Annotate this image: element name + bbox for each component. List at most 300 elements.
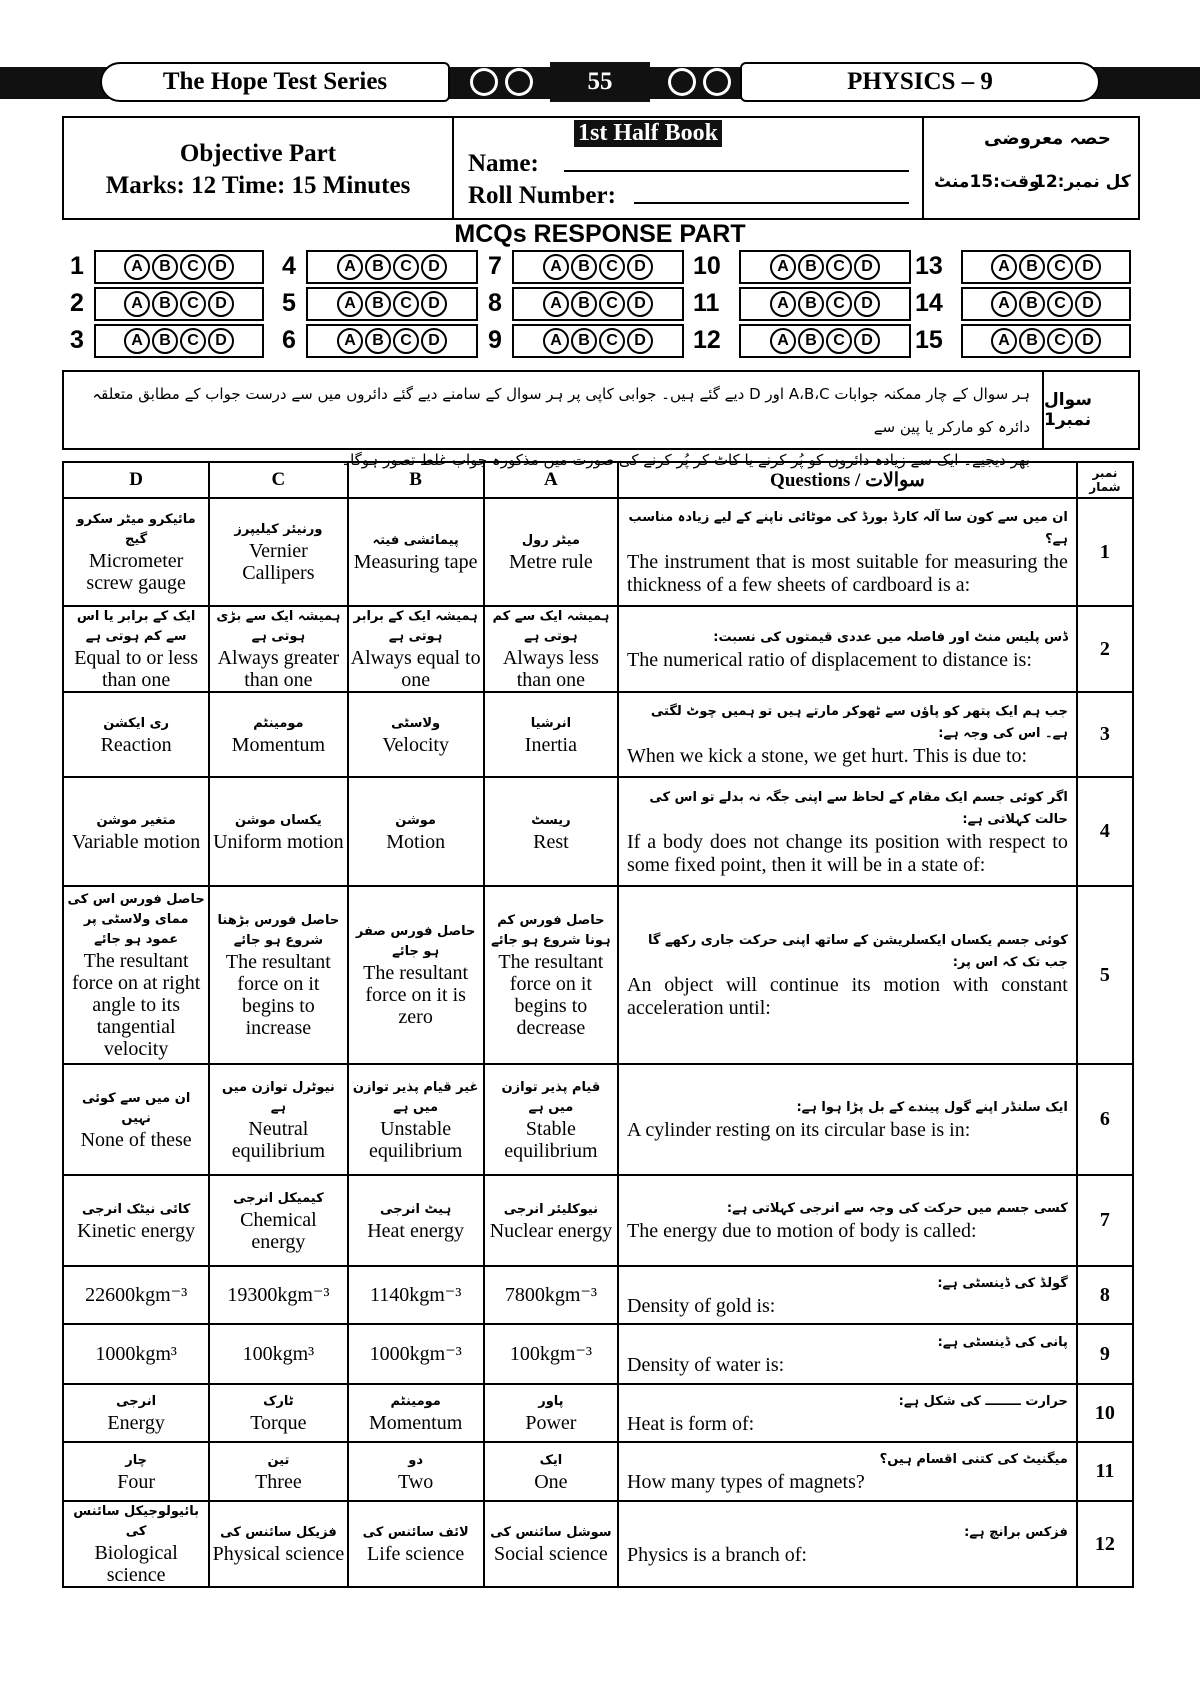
mcq-response-title: MCQs RESPONSE PART bbox=[454, 220, 746, 248]
answer-bubble[interactable]: D bbox=[627, 254, 653, 280]
mcq-answer-box bbox=[961, 324, 1131, 358]
question-english-text: The instrument that is most suitable for measuring the thickness of a few sheets of cardboard is a: bbox=[627, 551, 1068, 596]
mcq-number: 11 bbox=[693, 289, 720, 317]
name-label: Name: bbox=[468, 150, 539, 177]
question-english-text: An object will continue its motion with constant acceleration until: bbox=[627, 974, 1068, 1019]
header-option-d: D bbox=[63, 462, 209, 498]
option-english-text: Always equal to one bbox=[350, 647, 481, 691]
mcq-answer-box bbox=[306, 287, 478, 321]
answer-bubble[interactable]: D bbox=[627, 291, 653, 317]
option-b-cell bbox=[348, 1501, 484, 1587]
header-option-a: A bbox=[484, 462, 618, 498]
mcq-answer-box bbox=[739, 287, 911, 321]
question-number-label: سوال نمبر1 bbox=[1042, 372, 1138, 448]
option-b-cell bbox=[348, 498, 484, 606]
option-urdu-text: سوشل سائنس کی bbox=[490, 1525, 612, 1540]
mcq-number: 9 bbox=[488, 326, 502, 354]
question-english-text: Density of gold is: bbox=[627, 1294, 776, 1317]
question-english-text: The energy due to motion of body is called: bbox=[627, 1220, 977, 1242]
question-urdu-text: ان میں سے کون سا آلہ کارڈ بورڈ کی موٹائی ناپنے کے لیے زیادہ مناسب ہے؟ bbox=[628, 510, 1068, 547]
answer-bubble[interactable]: D bbox=[421, 328, 447, 354]
option-urdu-text: ہیٹ انرجی bbox=[380, 1201, 452, 1217]
option-urdu-text: کیمیکل انرجی bbox=[233, 1190, 324, 1206]
answer-bubble[interactable]: B bbox=[365, 254, 391, 280]
answer-bubble[interactable]: B bbox=[798, 291, 824, 317]
table-row bbox=[63, 886, 1133, 1064]
option-c-cell bbox=[209, 1266, 347, 1324]
answer-bubble[interactable]: A bbox=[337, 291, 363, 317]
option-english-text: Kinetic energy bbox=[77, 1219, 196, 1242]
option-urdu-text: پیمائشی فیتہ bbox=[372, 533, 459, 548]
answer-bubble[interactable]: A bbox=[991, 254, 1017, 280]
option-c-cell bbox=[209, 1384, 347, 1442]
option-english-text: Power bbox=[525, 1412, 577, 1434]
answer-bubble[interactable]: C bbox=[599, 254, 625, 280]
answer-bubble[interactable]: C bbox=[1047, 291, 1073, 317]
answer-bubble[interactable]: C bbox=[180, 328, 206, 354]
urdu-part-title: حصہ معروضی bbox=[984, 128, 1111, 149]
option-urdu-text: فزیکل سائنس کی bbox=[220, 1525, 337, 1540]
option-english-text: Always greater than one bbox=[217, 647, 340, 691]
option-english-text: 1140kgm⁻³ bbox=[369, 1284, 462, 1306]
option-urdu-text: مائیکرو میٹر سکرو گیج bbox=[76, 512, 196, 547]
option-d-cell bbox=[63, 886, 209, 1064]
flower-icon bbox=[668, 68, 696, 96]
serial-number: 7 bbox=[1077, 1175, 1133, 1266]
option-english-text: Always less than one bbox=[502, 647, 599, 691]
answer-bubble[interactable]: B bbox=[798, 328, 824, 354]
answer-bubble[interactable]: C bbox=[393, 291, 419, 317]
option-urdu-text: کائی نیٹک انرجی bbox=[81, 1201, 191, 1217]
option-urdu-text: ری ایکشن bbox=[103, 715, 169, 731]
mcq-number: 12 bbox=[693, 326, 721, 354]
answer-bubble[interactable]: B bbox=[365, 291, 391, 317]
option-english-text: 100kgm³ bbox=[242, 1343, 315, 1365]
mcq-answer-box bbox=[512, 250, 684, 284]
mcq-answer-box bbox=[94, 324, 264, 358]
option-a-cell bbox=[484, 692, 618, 777]
table-row bbox=[63, 1384, 1133, 1442]
instructions-box bbox=[62, 370, 1140, 469]
question-cell bbox=[618, 1442, 1077, 1501]
table-row bbox=[63, 1064, 1133, 1175]
answer-bubble[interactable]: A bbox=[124, 254, 150, 280]
answer-bubble[interactable]: D bbox=[1075, 328, 1101, 354]
answer-bubble[interactable]: C bbox=[1047, 328, 1073, 354]
option-english-text: Uniform motion bbox=[213, 830, 344, 853]
option-d-cell bbox=[63, 1324, 209, 1384]
option-c-cell bbox=[209, 498, 347, 606]
question-english-text: The numerical ratio of displacement to distance is: bbox=[627, 648, 1032, 671]
answer-bubble[interactable]: D bbox=[627, 328, 653, 354]
mcq-answer-box bbox=[94, 250, 264, 284]
instructions-line-2: بھر دیجیے۔ ایک سے زیادہ دائروں کو پُر کرنے یا کاٹ کر پُر کرنے کی صورت میں مذکورہ جواب غلط تصور ہوگا۔ bbox=[341, 451, 1030, 469]
question-english-text: If a body does not change its position with respect to some fixed point, then it will be in a state of: bbox=[627, 830, 1068, 876]
option-english-text: Social science bbox=[493, 1543, 608, 1565]
answer-bubble[interactable]: A bbox=[770, 291, 796, 317]
answer-bubble[interactable]: C bbox=[1047, 254, 1073, 280]
answer-bubble[interactable]: B bbox=[1019, 254, 1045, 280]
option-d-cell bbox=[63, 1175, 209, 1266]
option-english-text: Momentum bbox=[231, 733, 326, 756]
student-info-cell bbox=[454, 118, 924, 218]
answer-bubble[interactable]: A bbox=[991, 328, 1017, 354]
option-english-text: Vernier Callipers bbox=[242, 540, 315, 584]
answer-bubble[interactable]: D bbox=[208, 254, 234, 280]
option-english-text: Biological science bbox=[94, 1542, 178, 1586]
option-d-cell bbox=[63, 498, 209, 606]
option-english-text: 1000kgm³ bbox=[95, 1343, 177, 1365]
answer-bubble[interactable]: A bbox=[543, 328, 569, 354]
option-c-cell bbox=[209, 1175, 347, 1266]
table-row bbox=[63, 1175, 1133, 1266]
option-urdu-text: انرجی bbox=[116, 1394, 157, 1409]
option-c-cell bbox=[209, 886, 347, 1064]
option-english-text: One bbox=[534, 1470, 568, 1493]
question-cell bbox=[618, 498, 1077, 606]
mcq-number: 15 bbox=[915, 326, 943, 354]
serial-number: 3 bbox=[1077, 692, 1133, 777]
answer-bubble[interactable]: B bbox=[571, 328, 597, 354]
roll-number-field[interactable] bbox=[634, 180, 909, 204]
header-option-c: C bbox=[209, 462, 347, 498]
option-urdu-text: ہمیشہ ایک سے بڑی ہوتی ہے bbox=[216, 609, 341, 644]
option-english-text: None of these bbox=[80, 1128, 192, 1151]
answer-bubble[interactable]: B bbox=[1019, 328, 1045, 354]
option-d-cell bbox=[63, 1266, 209, 1324]
question-urdu-text: اگر کوئی جسم ایک مقام کے لحاظ سے اپنی جگہ نہ بدلے تو اس کی حالت کہلاتی ہے: bbox=[649, 789, 1068, 827]
option-english-text: Life science bbox=[367, 1543, 465, 1565]
option-a-cell bbox=[484, 498, 618, 606]
option-english-text: Reaction bbox=[100, 733, 172, 756]
option-a-cell bbox=[484, 886, 618, 1064]
option-urdu-text: ریسٹ bbox=[531, 812, 571, 828]
option-c-cell bbox=[209, 692, 347, 777]
answer-bubble[interactable]: C bbox=[393, 328, 419, 354]
urdu-time: وقت:15منٹ bbox=[934, 172, 1040, 192]
answer-bubble[interactable]: A bbox=[337, 254, 363, 280]
option-a-cell bbox=[484, 777, 618, 886]
subject-title: PHYSICS – 9 bbox=[740, 62, 1100, 102]
option-urdu-text: غیر قیام پذیر توازن میں ہے bbox=[352, 1079, 479, 1115]
question-urdu-text: ایک سلنڈر اپنے گول پیندے کے بل پڑا ہوا ہے: bbox=[796, 1100, 1068, 1115]
option-english-text: Two bbox=[398, 1470, 434, 1493]
question-urdu-text: کسی جسم میں حرکت کی وجہ سے انرجی کہلاتی ہے: bbox=[726, 1201, 1068, 1216]
option-urdu-text: لائف سائنس کی bbox=[362, 1525, 469, 1540]
answer-bubble[interactable]: C bbox=[826, 254, 852, 280]
option-c-cell bbox=[209, 777, 347, 886]
question-urdu-text: فزکس برانچ ہے: bbox=[964, 1524, 1068, 1540]
answer-bubble[interactable]: B bbox=[152, 328, 178, 354]
option-english-text: The resultant force on it is zero bbox=[363, 962, 469, 1028]
option-a-cell bbox=[484, 1266, 618, 1324]
option-urdu-text: چار bbox=[125, 1452, 147, 1468]
name-field[interactable] bbox=[564, 148, 909, 172]
option-urdu-text: ایک کے برابر یا اس سے کم ہوتی ہے bbox=[76, 609, 196, 644]
answer-bubble[interactable]: C bbox=[180, 254, 206, 280]
option-english-text: Momentum bbox=[368, 1412, 463, 1434]
option-urdu-text: حاصل فورس صفر ہو جائے bbox=[355, 924, 476, 959]
option-english-text: Heat energy bbox=[367, 1219, 465, 1242]
option-b-cell bbox=[348, 1064, 484, 1175]
answer-bubble[interactable]: A bbox=[991, 291, 1017, 317]
question-cell bbox=[618, 886, 1077, 1064]
answer-bubble[interactable]: C bbox=[393, 254, 419, 280]
option-english-text: Stable equilibrium bbox=[504, 1117, 598, 1162]
mcq-answer-box bbox=[306, 324, 478, 358]
option-a-cell bbox=[484, 1175, 618, 1266]
answer-bubble[interactable]: D bbox=[1075, 291, 1101, 317]
option-urdu-text: بائیولوجیکل سائنس کی bbox=[73, 1504, 199, 1539]
option-urdu-text: پاور bbox=[538, 1394, 564, 1409]
option-urdu-text: یکساں موشن bbox=[234, 812, 322, 828]
question-cell bbox=[618, 692, 1077, 777]
option-b-cell bbox=[348, 606, 484, 692]
serial-number: 1 bbox=[1077, 498, 1133, 606]
answer-bubble[interactable]: B bbox=[1019, 291, 1045, 317]
answer-bubble[interactable]: C bbox=[826, 328, 852, 354]
mcq-answer-box bbox=[94, 287, 264, 321]
option-c-cell bbox=[209, 1501, 347, 1587]
question-urdu-text: حرارت ــــــــ کی شکل ہے: bbox=[898, 1393, 1068, 1409]
answer-bubble[interactable]: A bbox=[770, 254, 796, 280]
answer-bubble[interactable]: C bbox=[180, 291, 206, 317]
option-english-text: Motion bbox=[386, 830, 446, 853]
option-english-text: Physical science bbox=[212, 1543, 345, 1565]
answer-bubble[interactable]: A bbox=[337, 328, 363, 354]
answer-bubble[interactable]: B bbox=[152, 291, 178, 317]
mcq-answer-box bbox=[739, 324, 911, 358]
mcq-number: 5 bbox=[282, 289, 296, 317]
answer-bubble[interactable]: A bbox=[124, 291, 150, 317]
answer-bubble[interactable]: A bbox=[770, 328, 796, 354]
answer-bubble[interactable]: A bbox=[543, 254, 569, 280]
flower-icon bbox=[470, 68, 498, 96]
header-banner bbox=[0, 62, 1200, 102]
option-c-cell bbox=[209, 606, 347, 692]
answer-bubble[interactable]: B bbox=[152, 254, 178, 280]
option-english-text: 100kgm⁻³ bbox=[509, 1343, 592, 1365]
serial-number: 6 bbox=[1077, 1064, 1133, 1175]
table-row bbox=[63, 606, 1133, 692]
option-b-cell bbox=[348, 692, 484, 777]
option-english-text: The resultant force on at right angle to its tangential velocity bbox=[71, 950, 201, 1060]
question-cell bbox=[618, 606, 1077, 692]
series-title: The Hope Test Series bbox=[100, 62, 450, 102]
answer-bubble[interactable]: D bbox=[421, 291, 447, 317]
option-urdu-text: تین bbox=[267, 1452, 290, 1468]
option-english-text: Metre rule bbox=[508, 551, 593, 573]
mcq-number: 10 bbox=[693, 252, 721, 280]
option-english-text: Three bbox=[255, 1470, 302, 1493]
option-d-cell bbox=[63, 1384, 209, 1442]
option-b-cell bbox=[348, 1266, 484, 1324]
option-urdu-text: حاصل فورس بڑھنا شروع ہو جائے bbox=[217, 913, 340, 948]
option-urdu-text: دو bbox=[408, 1452, 424, 1468]
option-english-text: Neutral equilibrium bbox=[231, 1117, 326, 1162]
option-english-text: 22600kgm⁻³ bbox=[85, 1284, 188, 1306]
option-d-cell bbox=[63, 1064, 209, 1175]
mcq-answer-box bbox=[961, 287, 1131, 321]
header-questions: Questions / سوالات bbox=[618, 462, 1077, 498]
option-urdu-text: مومینٹم bbox=[390, 1394, 441, 1409]
option-urdu-text: ہمیشہ ایک سے کم ہوتی ہے bbox=[492, 609, 610, 644]
mcq-number: 1 bbox=[70, 252, 84, 280]
option-b-cell bbox=[348, 1175, 484, 1266]
serial-number: 10 bbox=[1077, 1384, 1133, 1442]
option-b-cell bbox=[348, 777, 484, 886]
option-urdu-text: ایک bbox=[539, 1452, 563, 1468]
option-urdu-text: ٹارک bbox=[263, 1394, 294, 1409]
option-urdu-text: ولاسٹی bbox=[391, 715, 441, 731]
answer-bubble[interactable]: B bbox=[571, 291, 597, 317]
option-english-text: Equal to or less than one bbox=[74, 647, 199, 691]
option-urdu-text: نیوکلیئر انرجی bbox=[503, 1201, 599, 1217]
mcq-number: 6 bbox=[282, 326, 296, 354]
option-urdu-text: متغیر موشن bbox=[96, 812, 176, 828]
option-english-text: Measuring tape bbox=[353, 551, 478, 573]
question-cell bbox=[618, 1175, 1077, 1266]
option-a-cell bbox=[484, 606, 618, 692]
question-urdu-text: گولڈ کی ڈینسٹی ہے: bbox=[937, 1275, 1068, 1291]
mcq-answer-box bbox=[739, 250, 911, 284]
option-d-cell bbox=[63, 606, 209, 692]
mcq-number: 8 bbox=[488, 289, 502, 317]
option-d-cell bbox=[63, 1501, 209, 1587]
serial-number: 2 bbox=[1077, 606, 1133, 692]
exam-header bbox=[62, 116, 1140, 220]
option-english-text: Torque bbox=[250, 1412, 307, 1434]
answer-bubble[interactable]: D bbox=[421, 254, 447, 280]
option-urdu-text: ورنیئر کیلیپرز bbox=[234, 522, 323, 537]
table-row bbox=[63, 1324, 1133, 1384]
option-urdu-text: ہمیشہ ایک کے برابر ہوتی ہے bbox=[353, 609, 478, 644]
option-urdu-text: حاصل فورس کم ہونا شروع ہو جائے bbox=[491, 913, 611, 948]
mcq-response-grid bbox=[70, 250, 1140, 362]
mcq-number: 7 bbox=[488, 252, 502, 280]
option-urdu-text: حاصل فورس اس کی ممای ولاسٹی پر عمود ہو جائے bbox=[67, 892, 205, 947]
option-english-text: Velocity bbox=[382, 733, 449, 756]
option-d-cell bbox=[63, 692, 209, 777]
question-cell bbox=[618, 1064, 1077, 1175]
answer-bubble[interactable]: D bbox=[1075, 254, 1101, 280]
question-urdu-text: کوئی جسم یکساں ایکسلریشن کے ساتھ اپنی حرکت جاری رکھے گا جب تک کہ اس پر: bbox=[648, 933, 1068, 970]
answer-bubble[interactable]: B bbox=[571, 254, 597, 280]
question-english-text: Physics is a branch of: bbox=[627, 1543, 807, 1566]
objective-part-title: Objective Part bbox=[179, 140, 337, 167]
option-english-text: 19300kgm⁻³ bbox=[227, 1284, 330, 1306]
option-english-text: Unstable equilibrium bbox=[368, 1117, 463, 1162]
mcq-answer-box bbox=[512, 287, 684, 321]
option-c-cell bbox=[209, 1064, 347, 1175]
questions-table bbox=[62, 461, 1134, 1588]
mcq-number: 14 bbox=[915, 289, 943, 317]
answer-bubble[interactable]: D bbox=[854, 291, 880, 317]
answer-bubble[interactable]: D bbox=[854, 328, 880, 354]
question-cell bbox=[618, 1266, 1077, 1324]
option-d-cell bbox=[63, 1442, 209, 1501]
answer-bubble[interactable]: B bbox=[365, 328, 391, 354]
marks-time: Marks: 12 Time: 15 Minutes bbox=[105, 172, 411, 199]
table-row bbox=[63, 1266, 1133, 1324]
mcq-answer-box bbox=[306, 250, 478, 284]
option-urdu-text: میٹر رول bbox=[521, 533, 580, 548]
table-row bbox=[63, 692, 1133, 777]
instructions-line-1: ہر سوال کے چار ممکنہ جوابات A،B،C اور D دیے گئے ہیں۔ جوابی کاپی پر ہر سوال کے سامنے دیے گئے دائروں میں سے درست جواب کے مطابق متعلقہ دائرہ کو مارکر یا پین سے bbox=[92, 385, 1030, 436]
option-english-text: 1000kgm⁻³ bbox=[369, 1343, 462, 1365]
answer-bubble[interactable]: B bbox=[798, 254, 824, 280]
option-b-cell bbox=[348, 1384, 484, 1442]
option-a-cell bbox=[484, 1064, 618, 1175]
option-a-cell bbox=[484, 1442, 618, 1501]
option-english-text: The resultant force on it begins to decrease bbox=[498, 951, 604, 1039]
option-english-text: Variable motion bbox=[71, 830, 201, 853]
mcq-number: 2 bbox=[70, 289, 84, 317]
option-english-text: Micrometer screw gauge bbox=[86, 550, 186, 594]
question-english-text: When we kick a stone, we get hurt. This is due to: bbox=[627, 745, 1028, 767]
serial-number: 8 bbox=[1077, 1266, 1133, 1324]
question-english-text: Density of water is: bbox=[627, 1353, 785, 1376]
question-english-text: How many types of magnets? bbox=[627, 1471, 865, 1493]
question-english-text: Heat is form of: bbox=[627, 1412, 755, 1435]
serial-number: 5 bbox=[1077, 886, 1133, 1064]
answer-bubble[interactable]: A bbox=[543, 291, 569, 317]
option-c-cell bbox=[209, 1442, 347, 1501]
serial-number: 4 bbox=[1077, 777, 1133, 886]
answer-bubble[interactable]: A bbox=[124, 328, 150, 354]
page-number: 55 bbox=[550, 62, 650, 102]
option-b-cell bbox=[348, 1442, 484, 1501]
roll-label: Roll Number: bbox=[468, 182, 616, 209]
option-urdu-text: مومینٹم bbox=[253, 715, 304, 731]
mcq-answer-box bbox=[961, 250, 1131, 284]
option-d-cell bbox=[63, 777, 209, 886]
question-cell bbox=[618, 1324, 1077, 1384]
question-english-text: A cylinder resting on its circular base is in: bbox=[627, 1119, 971, 1141]
option-a-cell bbox=[484, 1384, 618, 1442]
option-english-text: Nuclear energy bbox=[489, 1219, 613, 1242]
answer-bubble[interactable]: C bbox=[599, 328, 625, 354]
serial-number: 9 bbox=[1077, 1324, 1133, 1384]
option-english-text: The resultant force on it begins to increase bbox=[225, 951, 331, 1039]
option-urdu-text: قیام پذیر توازن میں ہے bbox=[501, 1079, 601, 1115]
mcq-answer-box bbox=[512, 324, 684, 358]
mcq-number: 3 bbox=[70, 326, 84, 354]
mcq-number: 13 bbox=[915, 252, 943, 280]
option-urdu-text: نیوٹرل توازن میں ہے bbox=[222, 1079, 335, 1115]
option-a-cell bbox=[484, 1324, 618, 1384]
question-cell bbox=[618, 1501, 1077, 1587]
answer-bubble[interactable]: D bbox=[208, 328, 234, 354]
answer-bubble[interactable]: D bbox=[208, 291, 234, 317]
question-cell bbox=[618, 1384, 1077, 1442]
flower-icon bbox=[703, 68, 731, 96]
question-urdu-text: میگنیٹ کی کتنی اقسام ہیں؟ bbox=[879, 1452, 1068, 1467]
answer-bubble[interactable]: C bbox=[599, 291, 625, 317]
option-english-text: 7800kgm⁻³ bbox=[504, 1284, 597, 1306]
option-c-cell bbox=[209, 1324, 347, 1384]
answer-bubble[interactable]: D bbox=[854, 254, 880, 280]
question-cell bbox=[618, 777, 1077, 886]
table-row bbox=[63, 1442, 1133, 1501]
urdu-header-cell bbox=[924, 118, 1138, 218]
answer-bubble[interactable]: C bbox=[826, 291, 852, 317]
option-b-cell bbox=[348, 886, 484, 1064]
serial-number: 12 bbox=[1077, 1501, 1133, 1587]
mcq-number: 4 bbox=[282, 252, 296, 280]
option-a-cell bbox=[484, 1501, 618, 1587]
option-urdu-text: انرشیا bbox=[530, 715, 572, 731]
